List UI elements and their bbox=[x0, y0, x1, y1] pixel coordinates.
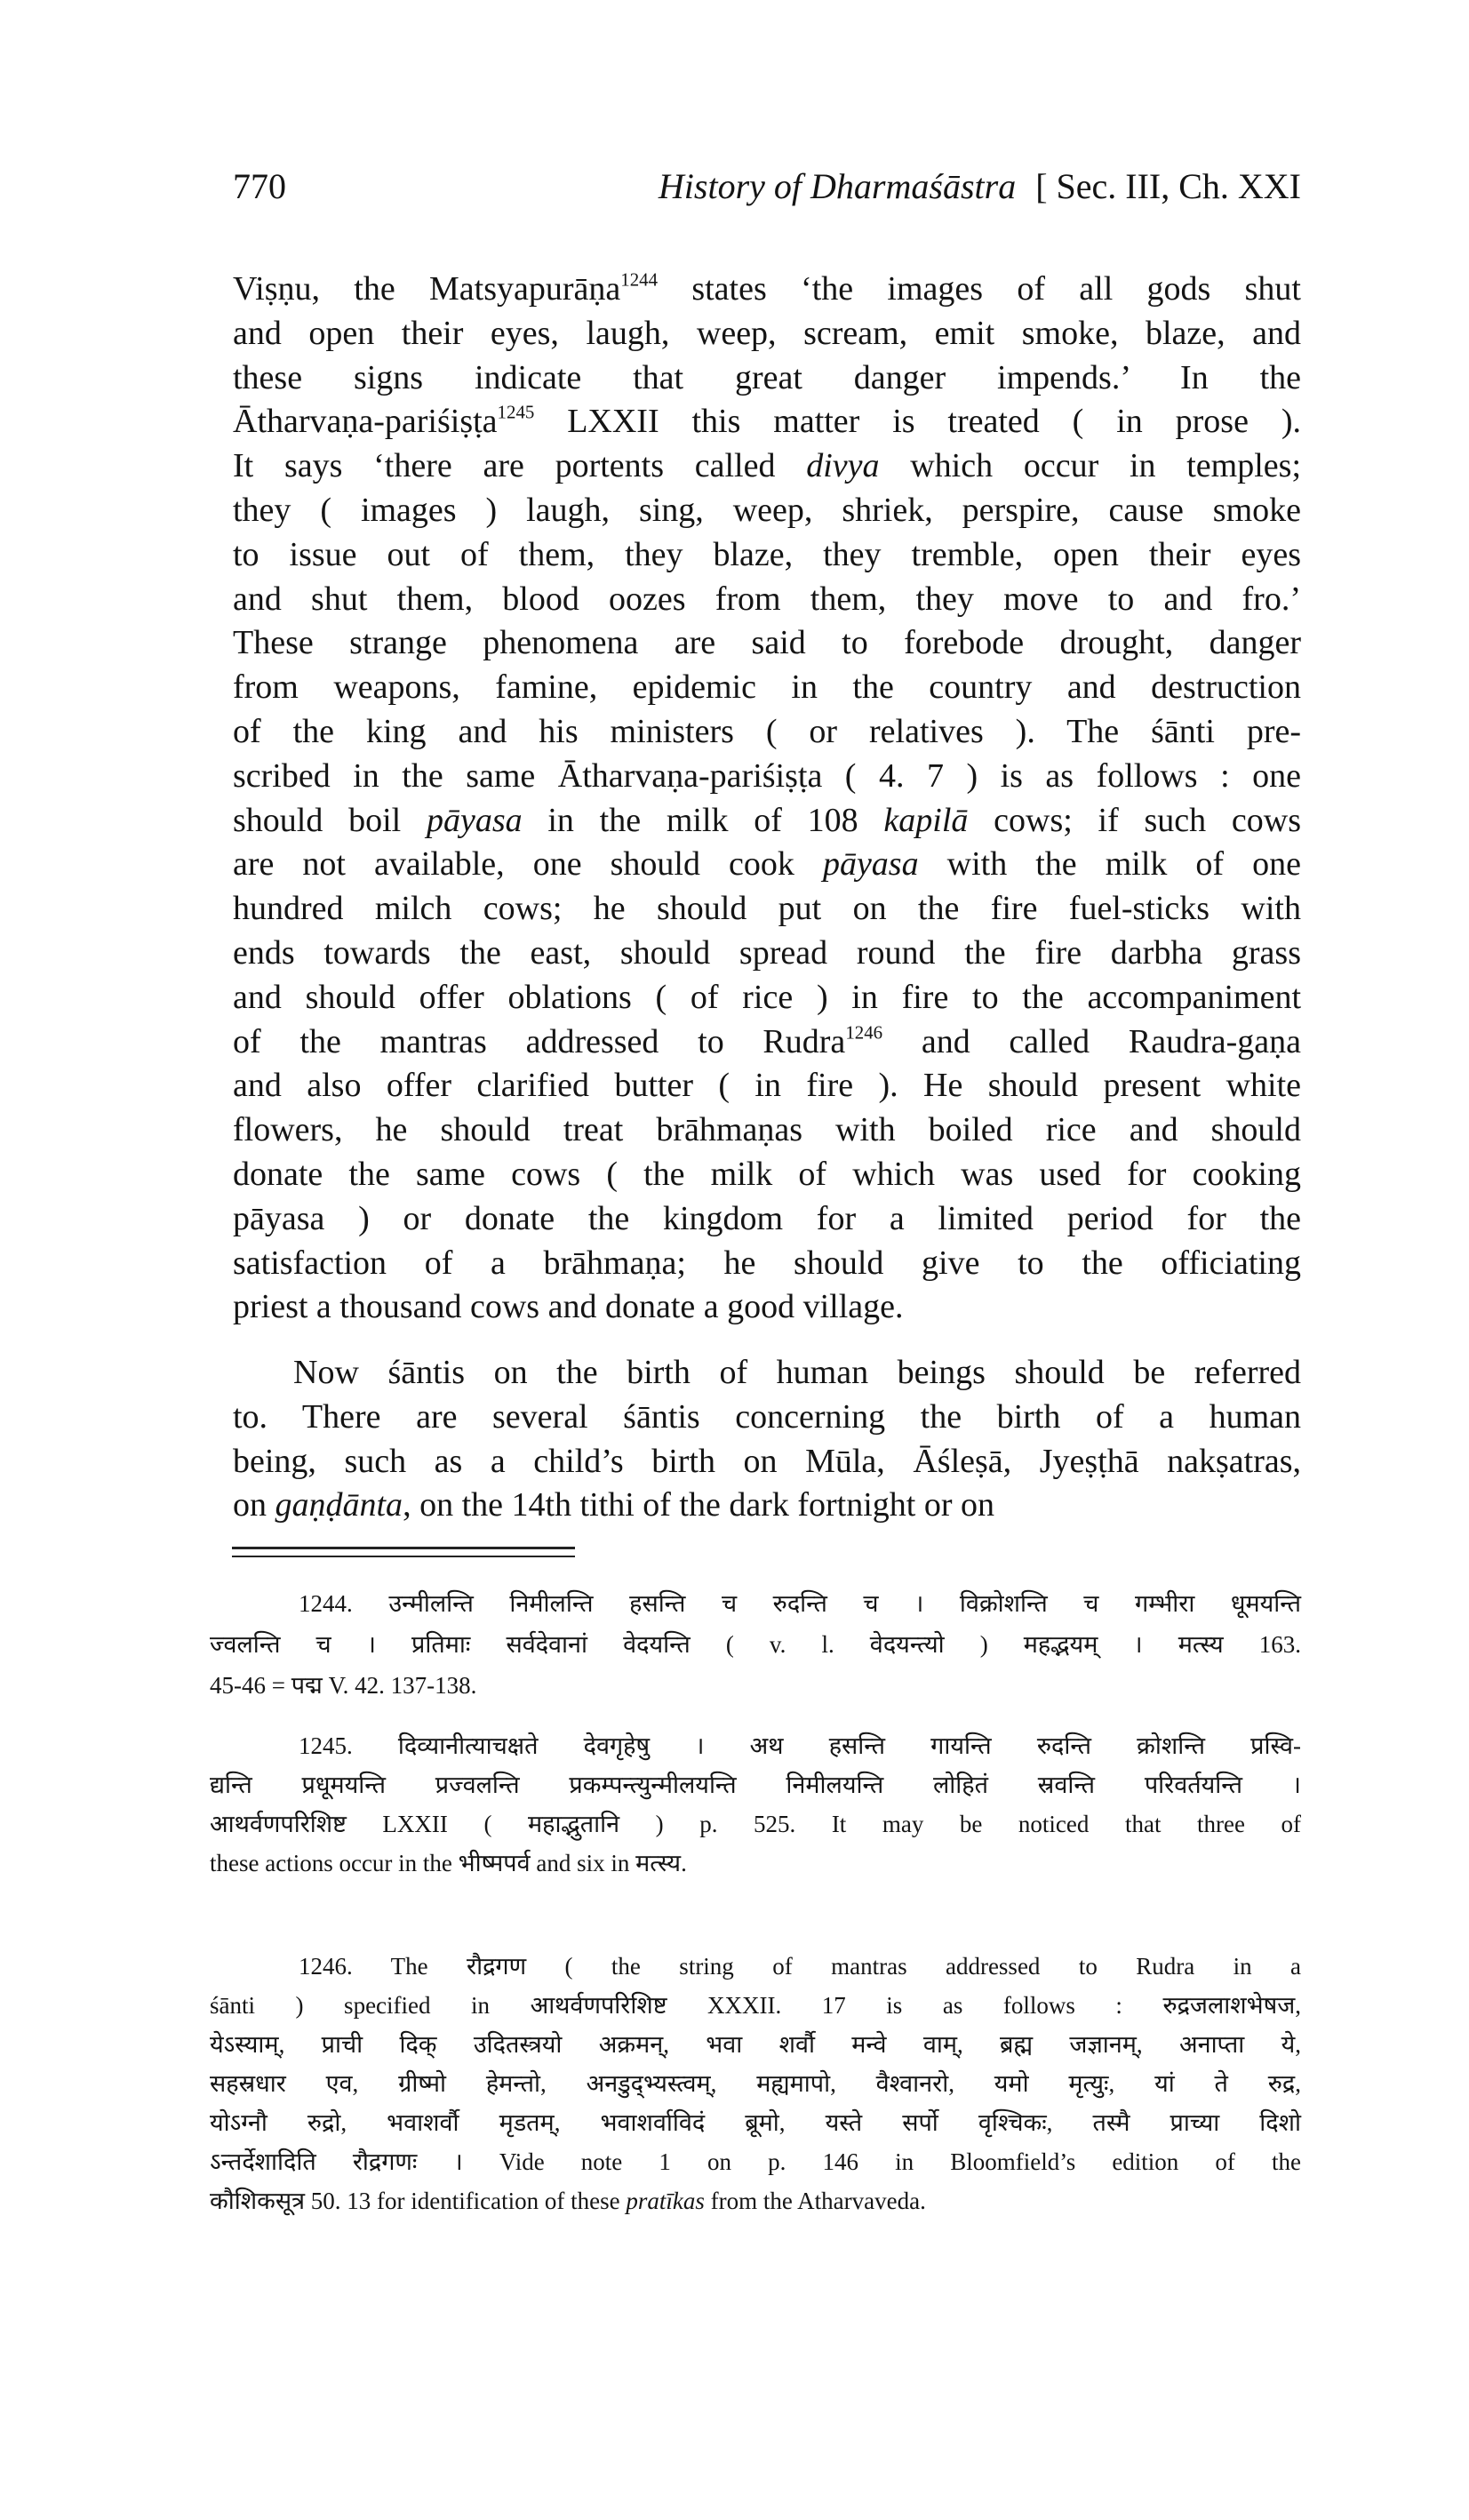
page-number: 770 bbox=[233, 166, 286, 206]
text-run: with the milk of one bbox=[918, 845, 1301, 884]
text-line: ऽन्तर्देशादिति रौद्रगणः । Vide note 1 on p. 146 in Bloomfield’s edition of the bbox=[210, 2148, 1301, 2175]
text-line: from weapons, famine, epidemic in the country and destruction bbox=[233, 668, 1301, 707]
text-line: ends towards the east, should spread round the fire darbha grass bbox=[233, 933, 1301, 972]
text-line: 1246. The रौद्रगण ( the string of mantras addressed to Rudra in a bbox=[299, 1953, 1301, 1980]
text-line: येऽस्याम्, प्राची दिक् उदितस्त्रयो अक्रमन्, भवा शर्वौ मन्वे वाम्, ब्रह्म जज्ञानम्, अनाप्ता ये, bbox=[210, 2031, 1301, 2058]
text-line: they ( images ) laugh, sing, weep, shriek, perspire, cause smoke bbox=[233, 491, 1301, 529]
footnote-reference: 1244 bbox=[620, 268, 659, 291]
book-title: History of Dharmaśāstra bbox=[658, 166, 1017, 206]
italic-term: pratīkas bbox=[626, 2188, 705, 2214]
text-line: These strange phenomena are said to forebode drought, danger bbox=[233, 624, 1301, 662]
text-line: being, such as a child’s birth on Mūla, Āśleṣā, Jyeṣṭhā nakṣatras, bbox=[233, 1442, 1301, 1480]
text-run: कौशिकसूत्र 50. 13 for identification of these bbox=[210, 2188, 627, 2214]
text-line: 1245. दिव्यानीत्याचक्षते देवगृहेषु । अथ हसन्ति गायन्ति रुदन्ति क्रोशन्ति प्रस्वि- bbox=[299, 1732, 1301, 1759]
paragraph-2 bbox=[233, 1351, 1301, 1528]
footnote-reference: 1246 bbox=[845, 1020, 883, 1043]
text-line: donate the same cows ( the milk of which was used for cooking bbox=[233, 1155, 1301, 1193]
text-line: and shut them, blood oozes from them, they move to and fro.’ bbox=[233, 580, 1301, 618]
text-run: states ‘the images of all gods shut bbox=[658, 270, 1301, 308]
italic-term: kapilā bbox=[883, 801, 969, 839]
text-run: of the mantras addressed to Rudra bbox=[233, 1022, 846, 1060]
text-line bbox=[233, 1020, 1301, 1065]
text-run: which occur in temples; bbox=[879, 447, 1302, 485]
text-line: pāyasa ) or donate the kingdom for a limited period for the bbox=[233, 1199, 1301, 1237]
text-line: scribed in the same Ātharvaṇa-pariśiṣṭa ( 4. 7 ) is as follows : one bbox=[233, 756, 1301, 795]
text-line: priest a thousand cows and donate a good village. bbox=[233, 1288, 904, 1326]
text-run: Viṣṇu, the Matsyapurāṇa bbox=[233, 270, 621, 308]
running-header bbox=[233, 165, 1301, 208]
text-run: from the Atharvaveda. bbox=[704, 2188, 926, 2214]
text-line: Now śāntis on the birth of human beings should be referred bbox=[293, 1354, 1301, 1391]
text-line: to. There are several śāntis concerning the birth of a human bbox=[233, 1397, 1301, 1436]
text-line: these signs indicate that great danger impends.’ In the bbox=[233, 358, 1301, 396]
paragraph-1 bbox=[233, 268, 1301, 1330]
text-run: , on the 14th tithi of the dark fortnight or on bbox=[403, 1486, 995, 1524]
text-line: द्यन्ति प्रधूमयन्ति प्रज्वलन्ति प्रकम्पन्त्युन्मीलयन्ति निमीलयन्ति लोहितं स्रवन्ति परिवर्तयन्ति । bbox=[210, 1772, 1301, 1798]
text-line: these actions occur in the भीष्मपर्व and six in मत्स्य. bbox=[210, 1850, 687, 1876]
text-line: 45-46 = पद्म V. 42. 137-138. bbox=[210, 1672, 477, 1699]
text-line bbox=[233, 268, 1301, 312]
footnote-1244 bbox=[210, 1583, 1301, 1706]
text-line: 1244. उन्मीलन्ति निमीलन्ति हसन्ति च रुदन्ति च । विक्रोशन्ति च गम्भीरा धूमयन्ति bbox=[299, 1590, 1301, 1617]
text-line bbox=[210, 2181, 1301, 2220]
text-line: ज्वलन्ति च । प्रतिमाः सर्वदेवानां वेदयन्ति ( v. l. वेदयन्त्यो ) महद्भयम् । मत्स्य 163. bbox=[210, 1631, 1301, 1658]
italic-term: pāyasa bbox=[822, 845, 919, 884]
italic-term: pāyasa bbox=[426, 801, 523, 839]
text-line: योऽग्नौ रुद्रो, भवाशर्वौ मृडतम्, भवाशर्वाविदं ब्रूमो, यस्ते सर्पो वृश्चिकः, तस्मै प्राच्या दिशो bbox=[210, 2109, 1301, 2136]
text-run: cows; if such cows bbox=[968, 801, 1301, 839]
text-run: Ātharvaṇa-pariśiṣṭa bbox=[233, 403, 498, 441]
text-line bbox=[233, 843, 1301, 887]
text-run: on bbox=[233, 1486, 275, 1524]
text-run: and called Raudra-gaṇa bbox=[882, 1022, 1302, 1060]
text-line: आथर्वणपरिशिष्ट LXXII ( महाद्भुतानि ) p. 525. It may be noticed that three of bbox=[210, 1811, 1301, 1837]
text-line: of the king and his ministers ( or relatives ). The śānti pre- bbox=[233, 712, 1301, 750]
text-line: to issue out of them, they blaze, they tremble, open their eyes bbox=[233, 535, 1301, 573]
text-run: It says ‘there are portents called bbox=[233, 447, 807, 485]
section-label: [ Sec. III, Ch. XXI bbox=[1035, 166, 1301, 206]
text-line: and also offer clarified butter ( in fire ). He should present white bbox=[233, 1067, 1301, 1105]
text-line: śānti ) specified in आथर्वणपरिशिष्ट XXXII. 17 is as follows : रुद्रजलाशभेषज, bbox=[210, 1992, 1301, 2019]
text-run: LXXII this matter is treated ( in prose ). bbox=[534, 403, 1301, 441]
text-line bbox=[233, 400, 1301, 444]
text-line: and open their eyes, laugh, weep, scream, emit smoke, blaze, and bbox=[233, 314, 1301, 352]
footnote-reference: 1245 bbox=[497, 401, 535, 423]
text-line: hundred milch cows; he should put on the fire fuel-sticks with bbox=[233, 890, 1301, 928]
text-run: in the milk of 108 bbox=[522, 801, 884, 839]
text-line: satisfaction of a brāhmaṇa; he should give to the officiating bbox=[233, 1244, 1301, 1282]
footnote-rule bbox=[232, 1547, 575, 1549]
italic-term: divya bbox=[806, 447, 880, 485]
italic-term: gaṇḍānta bbox=[275, 1486, 403, 1524]
text-line bbox=[233, 1484, 1301, 1528]
footnote-rule-thin bbox=[232, 1556, 575, 1557]
footnote-1246 bbox=[210, 1947, 1301, 2220]
text-line: सहस्रधार एव, ग्रीष्मो हेमन्तो, अनडुद्भ्यस्त्वम्, मह्यमापो, वैश्वानरो, यमो मृत्युः, यां ते रुद्र, bbox=[210, 2070, 1301, 2097]
text-line: flowers, he should treat brāhmaṇas with boiled rice and should bbox=[233, 1111, 1301, 1149]
text-run: are not available, one should cook bbox=[233, 845, 823, 884]
text-line bbox=[233, 799, 1301, 844]
text-run: should boil bbox=[233, 801, 427, 839]
text-line bbox=[233, 444, 1301, 489]
running-title bbox=[659, 165, 1301, 208]
footnote-1245 bbox=[210, 1726, 1301, 1883]
text-line: and should offer oblations ( of rice ) in fire to the accompaniment bbox=[233, 978, 1301, 1016]
